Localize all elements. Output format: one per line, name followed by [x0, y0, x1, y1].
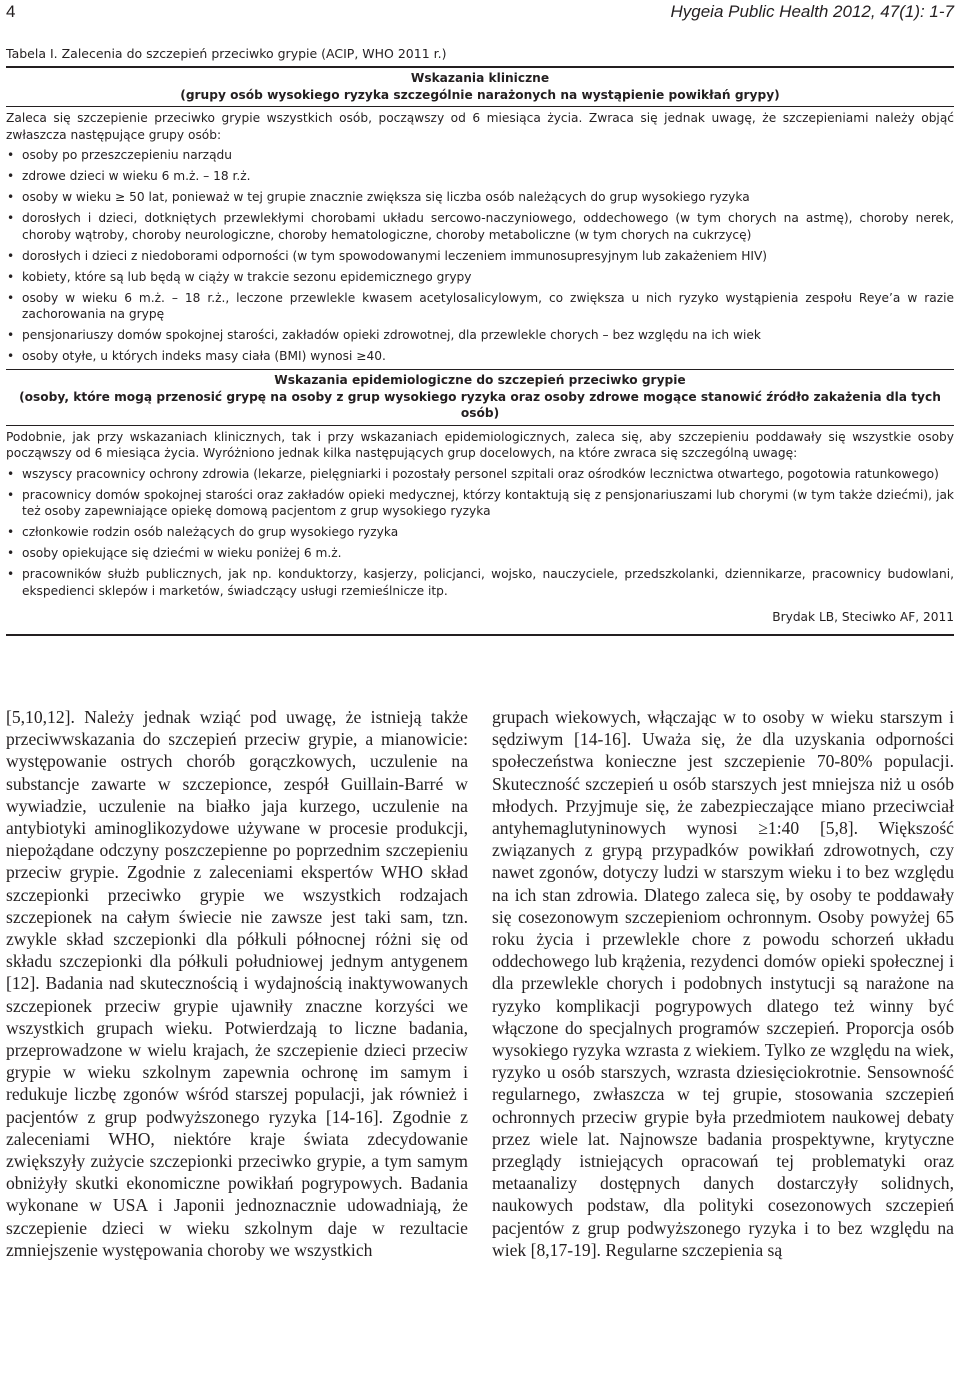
- bullet-icon: •: [7, 290, 15, 305]
- epidemiological-intro: Podobnie, jak przy wskazaniach klinicznych, tak i przy wskazaniach epidemiologicznych, zaleca się, aby szczepieniu poddawały się wszystkie osoby począwszy od 6 miesiąca życia. Wyróżniono jednak kilka następujących grup docelowych, na które zwraca się szczególną uwagę:: [6, 429, 954, 460]
- list-item: • pensjonariuszy domów spokojnej starości, zakładów opieki zdrowotnej, dla przewlekle chorych – bez względu na ich wiek: [7, 328, 761, 342]
- list-item: • zdrowe dzieci w wieku 6 m.ż. – 18 r.ż.: [7, 169, 251, 183]
- bullet-icon: •: [7, 487, 15, 502]
- list-item: • kobiety, które są lub będą w ciąży w trakcie sezonu epidemicznego grypy: [7, 269, 472, 284]
- page-header: [0, 0, 960, 26]
- body-right-column: grupach wiekowych, włączając w to osoby w wieku starszym i sędziwym [14-16]. Uważa się, że dla uzyskania odporności społeczeństwa konieczne jest szczepienie 70-80% populacji. Skuteczność szczepień u osób starszych jest mniejsza niż u osób młodych. Przyjmuje się, że zabezpieczające miano przeciwciał antyhemaglutyninowych wynosi ≥1:40 [5,8]. Większość związanych z grypą przypadków powikłań zdrowotnych, czy nawet zgonów, dotyczy ludzi w starszym wieku i to bez względu na ich stan zdrowia. Dlatego zaleca się, by osoby te poddawały się cosezonowym szczepieniom ochronnym. Osoby powyżej 65 roku życia i przewlekle chore z powodu schorzeń układu oddechowego lub krążenia, rezydenci domów opieki społecznej i dla przewlekle chorych i podobnych instytucji są narażone na ryzyko komplikacji pogrypowych dlatego też winny być włączone do specjalnych programów szczepień. Proporcja osób wysokiego ryzyka wzrasta z wiekiem. Tylko ze względu na wiek, ryzyko u osób starszych, wzrasta dziesięciokrotnie. Sensowność regularnego, zwłaszcza w tej grupie, stosowania szczepień ochronnych przeciw grypie była przedmiotem naukowej debaty przez wiele lat. Najnowsze badania prospektywne, krytyczne przeglądy istniejących opracowań tej problematyki oraz metaanalizy dostępnych danych dostarczyły solidnych, naukowych podstaw, dla polityki cosezonowych szczepień pacjentów z grup podwyższonego ryzyka i to bez względu na wiek [8,17-19]. Regularne szczepienia są: [492, 707, 954, 1260]
- bullet-icon: •: [7, 190, 15, 204]
- bullet-icon: •: [7, 169, 15, 183]
- clinical-list: [6, 147, 954, 365]
- list-item: • pracownicy domów spokojnej starości oraz zakładów opieki medycznej, którzy kontaktują się z pensjonariuszami lub chorymi (w tym także dziećmi), jak też osoby zapewniające opiekę domową pacjentom z grup wysokiego ryzyka: [7, 487, 954, 518]
- epidemiological-section-rule: [6, 425, 954, 426]
- list-item: • osoby otyłe, u których indeks masy ciała (BMI) wynosi ≥40.: [7, 349, 386, 363]
- list-item: • członkowie rodzin osób należących do grup wysokiego ryzyka: [7, 525, 399, 539]
- recommendations-table: [6, 66, 954, 636]
- list-item: • osoby po przeszczepieniu narządu: [7, 148, 232, 162]
- body-left-column: [5,10,12]. Należy jednak wziąć pod uwagę, że istnieją także przeciwwskazania do szczepień przeciw grypie, a mianowicie: występowanie ostrych chorób gorączkowych, uczulenie na substancje zawarte w szczepionce, zespół Guillain-Barré w wywiadzie, uczulenie na białko jaja kurzego, uczulenie na antybiotyki aminoglikozydowe używane w procesie produkcji, niepożądane odczyny poszczepienne po poprzednim szczepieniu przeciw grypie. Zgodnie z zaleceniami ekspertów WHO skład szczepionki przeciwko grypie we wszystkich rodzajach szczepionek na całym świecie nie zawsze jest taki sam, tzn. zwykle skład szczepionki dla półkuli północnej różni się od składu szczepionki dla półkuli południowej jednym antygenem [12]. Badania nad skutecznością i wydajnością inaktywowanych szczepionek przeciw grypie ujawniły znaczne korzyści we wszystkich grupach wieku. Potwierdzają to liczne badania, przeprowadzone w wielu krajach, że szczepienie dzieci przeciw grypie w wieku szkolnym zapewnia ochronę im samym i redukuje liczbę zgonów wśród starszej populacji, jak również i pacjentów z grup podwyższonego ryzyka [14-16]. Zgodnie z zaleceniami WHO, niektóre kraje świata zdecydowanie zwiększyły zużycie szczepionki przeciwko grypie, a tym samym obniżyły skutki ekonomiczne powikłań pogrypowych. Badania wykonane w USA i Japonii jednoznacznie udowadniają, że szczepienie dzieci w wieku szkolnym daje w rezultacie zmniejszenie występowania choroby we wszystkich: [6, 707, 468, 1260]
- clinical-section-rule: [6, 106, 954, 107]
- bullet-icon: •: [7, 328, 15, 342]
- bullet-icon: •: [7, 211, 15, 225]
- clinical-section: [6, 70, 954, 365]
- epidemiological-section-subtitle: (osoby, które mogą przenosić grypę na osoby z grup wysokiego ryzyka oraz osoby zdrowe mogące stanowić źródło zakażenia dla tych osób): [19, 389, 941, 420]
- bullet-icon: •: [7, 148, 15, 162]
- table-bottom-rule: [6, 634, 954, 636]
- journal-citation: Hygeia Public Health 2012, 47(1): 1-7: [670, 2, 954, 21]
- list-item: • osoby w wieku ≥ 50 lat, ponieważ w tej grupie znacznie zwiększa się liczba osób należących do grup wysokiego ryzyka: [7, 190, 750, 204]
- bullet-icon: •: [7, 525, 15, 539]
- table-top-rule: [6, 66, 954, 68]
- list-item: • osoby opiekujące się dziećmi w wieku poniżej 6 m.ż.: [7, 546, 342, 560]
- bullet-icon: •: [7, 546, 15, 560]
- list-item: • pracowników służb publicznych, jak np. konduktorzy, kasjerzy, policjanci, wojsko, nauczyciele, przedszkolanki, dziennikarze, pracownicy budowlani, ekspedienci sklepów i marketów, świadczący usługi rzemieślnicze itp.: [7, 567, 954, 598]
- clinical-section-title: Wskazania kliniczne: [410, 71, 550, 85]
- epidemiological-section-title: Wskazania epidemiologiczne do szczepień przeciwko grypie: [274, 373, 686, 387]
- bullet-icon: •: [7, 349, 15, 363]
- table-source: Brydak LB, Steciwko AF, 2011: [772, 610, 954, 624]
- bullet-icon: •: [7, 466, 15, 481]
- section-divider: [6, 369, 954, 370]
- table-caption: Tabela I. Zalecenia do szczepień przeciwko grypie (ACIP, WHO 2011 r.): [6, 46, 447, 61]
- bullet-icon: •: [7, 567, 15, 581]
- list-item: • wszyscy pracownicy ochrony zdrowia (lekarze, pielęgniarki i pozostały personel szpitali oraz ośrodków lecznictwa otwartego, pogotowia ratunkowego): [7, 466, 939, 481]
- clinical-section-subtitle: (grupy osób wysokiego ryzyka szczególnie narażonych na wystąpienie powikłań grypy): [180, 87, 780, 102]
- bullet-icon: •: [7, 248, 15, 263]
- bullet-icon: •: [7, 269, 15, 284]
- clinical-intro: Zaleca się szczepienie przeciwko grypie wszystkich osób, począwszy od 6 miesiąca życia. Zwraca się jednak uwagę, że szczepieniami należy objąć zwłaszcza następujące grupy osób:: [6, 111, 954, 142]
- list-item: • osoby w wieku 6 m.ż. – 18 r.ż., leczone przewlekle kwasem acetylosalicylowym, co zwiększa u nich ryzyko wystąpienia zespołu Reye’a w razie zachorowania na grypę: [7, 290, 954, 321]
- epidemiological-list: [6, 466, 954, 600]
- list-item: • dorosłych i dzieci, dotkniętych przewlekłymi chorobami układu sercowo-naczyniowego, oddechowego (w tym chorych na astmę), choroby nerek, choroby wątroby, choroby neurologiczne, choroby hematologiczne, choroby metaboliczne (w tym chorych na cukrzycę): [7, 211, 954, 242]
- page-number: 4: [6, 2, 16, 21]
- list-item: • dorosłych i dzieci z niedoborami odporności (w tym spowodowanymi leczeniem immunosupresyjnym lub zakażeniem HIV): [7, 248, 768, 263]
- epidemiological-section: [6, 372, 954, 599]
